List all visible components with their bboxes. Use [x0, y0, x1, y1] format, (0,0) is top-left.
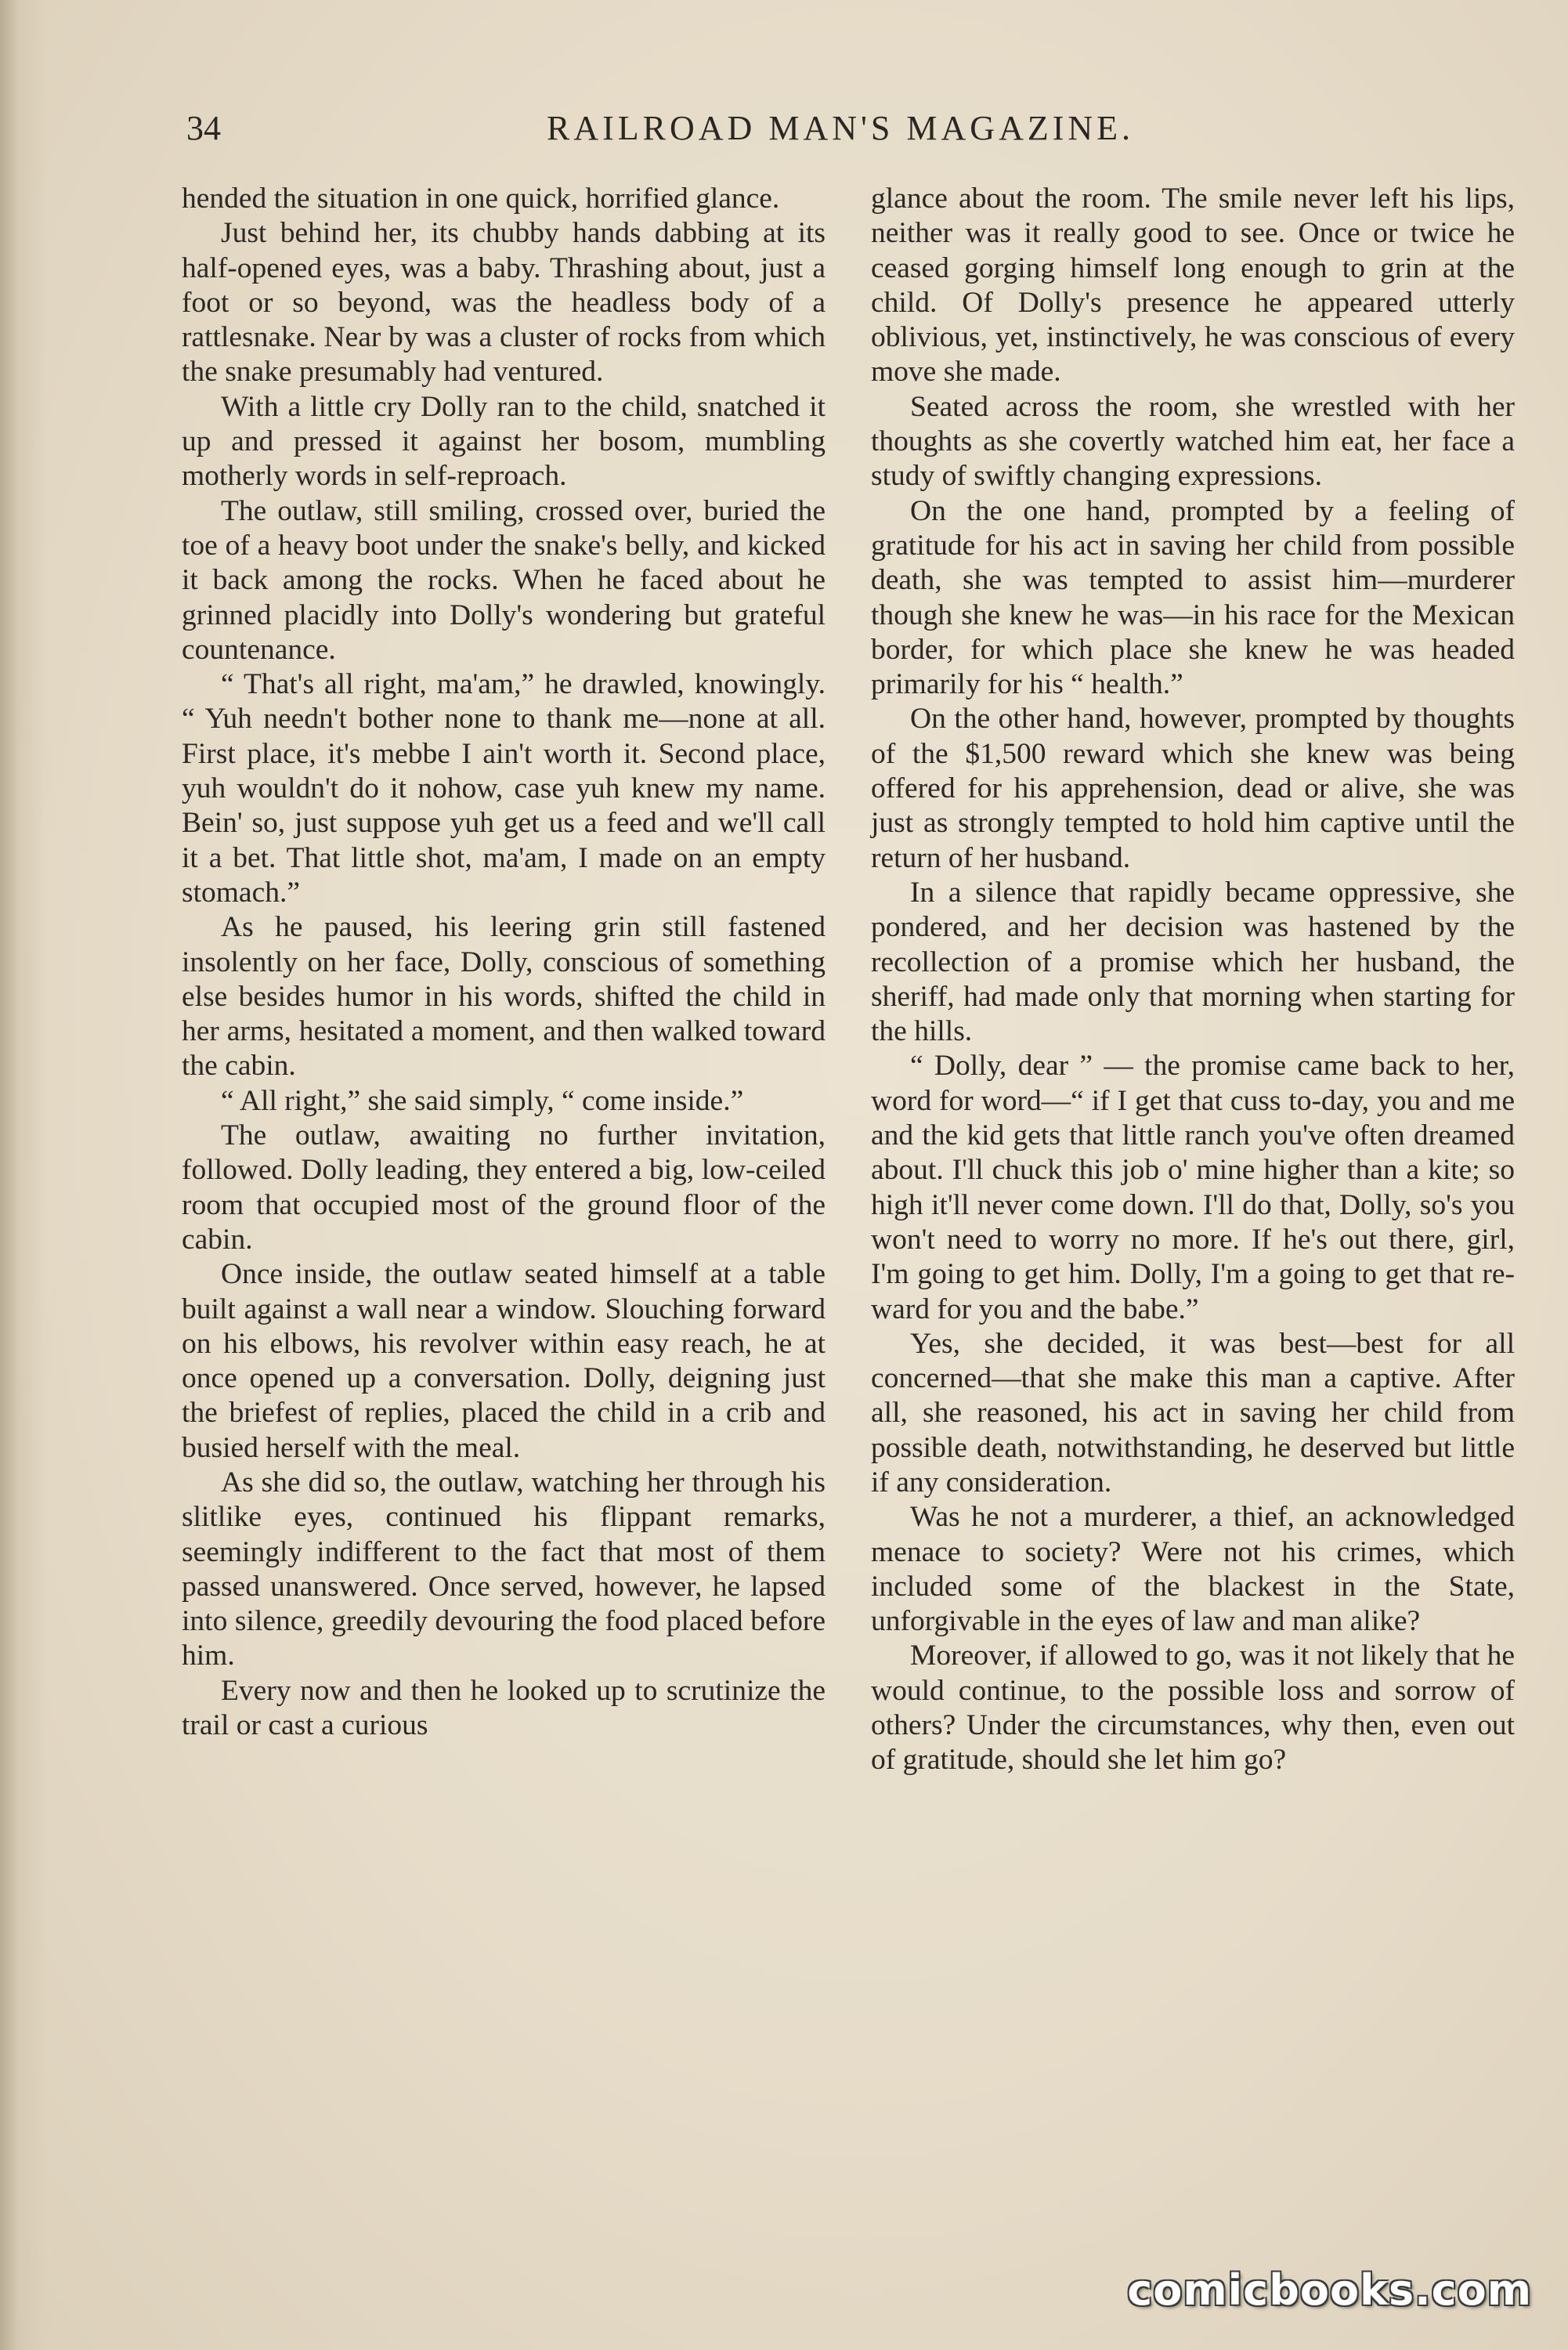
paragraph: The outlaw, still smiling, crossed over, buried the toe of a heavy boot under the snake's belly, and kicked it back among the rocks. When he faced about he grinned placidly into Dolly's wondering but grateful countenance.	[182, 494, 826, 666]
paragraph: Moreover, if allowed to go, was it not likely that he would continue, to the possible loss and sorrow of others? Under the circumstances, why then, even out of gratitude, should she let him go?	[871, 1640, 1515, 1777]
paragraph: Every now and then he looked up to scrutinize the trail or cast a curious	[182, 1674, 826, 1742]
binding-shadow	[0, 0, 47, 2350]
paragraph: Just behind her, its chubby hands dabbing at its half-opened eyes, was a baby. Thrashing about, just a foot or so beyond, was the headless body of a rattlesnake. Near by was a cluster of rocks from which the snake presumably had ventured.	[182, 217, 826, 389]
paragraph: On the one hand, prompted by a feeling of gratitude for his act in saving her child from possible death, she was tempted to assist him—murderer though she knew he was—in his race for the Mexican border, for which place she knew he was headed primarily for his “ health.”	[871, 494, 1515, 701]
paragraph: In a silence that rapidly became oppressive, she pondered, and her decision was hastened by the recollection of a promise which her husband, the sheriff, had made only that morning when starting for the hills.	[871, 876, 1515, 1048]
watermark-logo: comicbooks.com	[1127, 2265, 1532, 2315]
paragraph: With a little cry Dolly ran to the child, snatched it up and pressed it against her bosom, mumbling motherly words in self-reproach.	[182, 390, 826, 493]
paragraph: As she did so, the outlaw, watching her through his slitlike eyes, continued his flippant remarks, seemingly indifferent to the fact that most of them passed unanswered. Once served, however, he lapsed into silence, greedily devouring the food placed before him.	[182, 1466, 826, 1672]
paragraph: Seated across the room, she wrestled with her thoughts as she covertly watched him eat, her face a study of swiftly changing expressions.	[871, 390, 1515, 493]
page-number: 34	[186, 109, 221, 147]
right-column	[871, 182, 1515, 1778]
paragraph: “ All right,” she said simply, “ come inside.”	[221, 1084, 744, 1117]
paragraph: Once inside, the outlaw seated himself at a table built against a wall near a window. Slouching forward on his elbows, his revolver within easy reach, he at once opened up a conversation. Dolly, deigning just the briefest of replies, placed the child in a crib and busied herself with the meal.	[182, 1258, 826, 1464]
paragraph: hended the situation in one quick, horrified glance.	[182, 183, 780, 215]
paragraph: On the other hand, however, prompted by thoughts of the $1,500 reward which she knew was being offered for his apprehension, dead or alive, she was just as strongly tempted to hold him captive until the return of her husband.	[871, 703, 1515, 874]
paragraph: As he paused, his leering grin still fastened insolently on her face, Dolly, conscious of something else besides humor in his words, shifted the child in her arms, hesitated a moment, and then walked toward the cabin.	[182, 911, 826, 1083]
left-column	[182, 182, 826, 1743]
paragraph: The outlaw, awaiting no further invitation, followed. Dolly leading, they entered a big, low-ceiled room that occupied most of the ground floor of the cabin.	[182, 1119, 826, 1256]
paragraph: Was he not a murderer, a thief, an acknowledged menace to society? Were not his crimes, which included some of the blackest in the State, unforgivable in the eyes of law and man alike?	[871, 1501, 1515, 1638]
paragraph: “ Dolly, dear ” — the promise came back to her, word for word—“ if I get that cuss to-day, you and me and the kid gets that little ranch you've often dreamed about. I'll chuck this job o' mine higher than a kite; so high it'll never come down. I'll do that, Dolly, so's you won't need to worry no more. If he's out there, girl, I'm going to get him. Dolly, I'm a going to get that reward for you and the babe.”	[871, 1050, 1515, 1325]
running-head: RAILROAD MAN'S MAGAZINE.	[547, 109, 1135, 147]
paragraph: “ That's all right, ma'am,” he drawled, knowingly. “ Yuh needn't bother none to thank me—none at all. First place, it's mebbe I ain't worth it. Second place, yuh wouldn't do it nohow, case yuh knew my name. Bein' so, just suppose yuh get us a feed and we'll call it a bet. That little shot, ma'am, I made on an empty stomach.”	[182, 668, 826, 909]
paragraph: glance about the room. The smile never left his lips, neither was it really good to see. Once or twice he ceased gorging himself long enough to grin at the child. Of Dolly's presence he appeared utterly oblivious, yet, instinctively, he was conscious of every move she made.	[871, 183, 1515, 389]
paragraph: Yes, she decided, it was best—best for all concerned—that she make this man a captive. After all, she reasoned, his act in saving her child from possible death, notwithstanding, he deserved but little if any consideration.	[871, 1327, 1515, 1499]
page-header	[186, 108, 1471, 163]
